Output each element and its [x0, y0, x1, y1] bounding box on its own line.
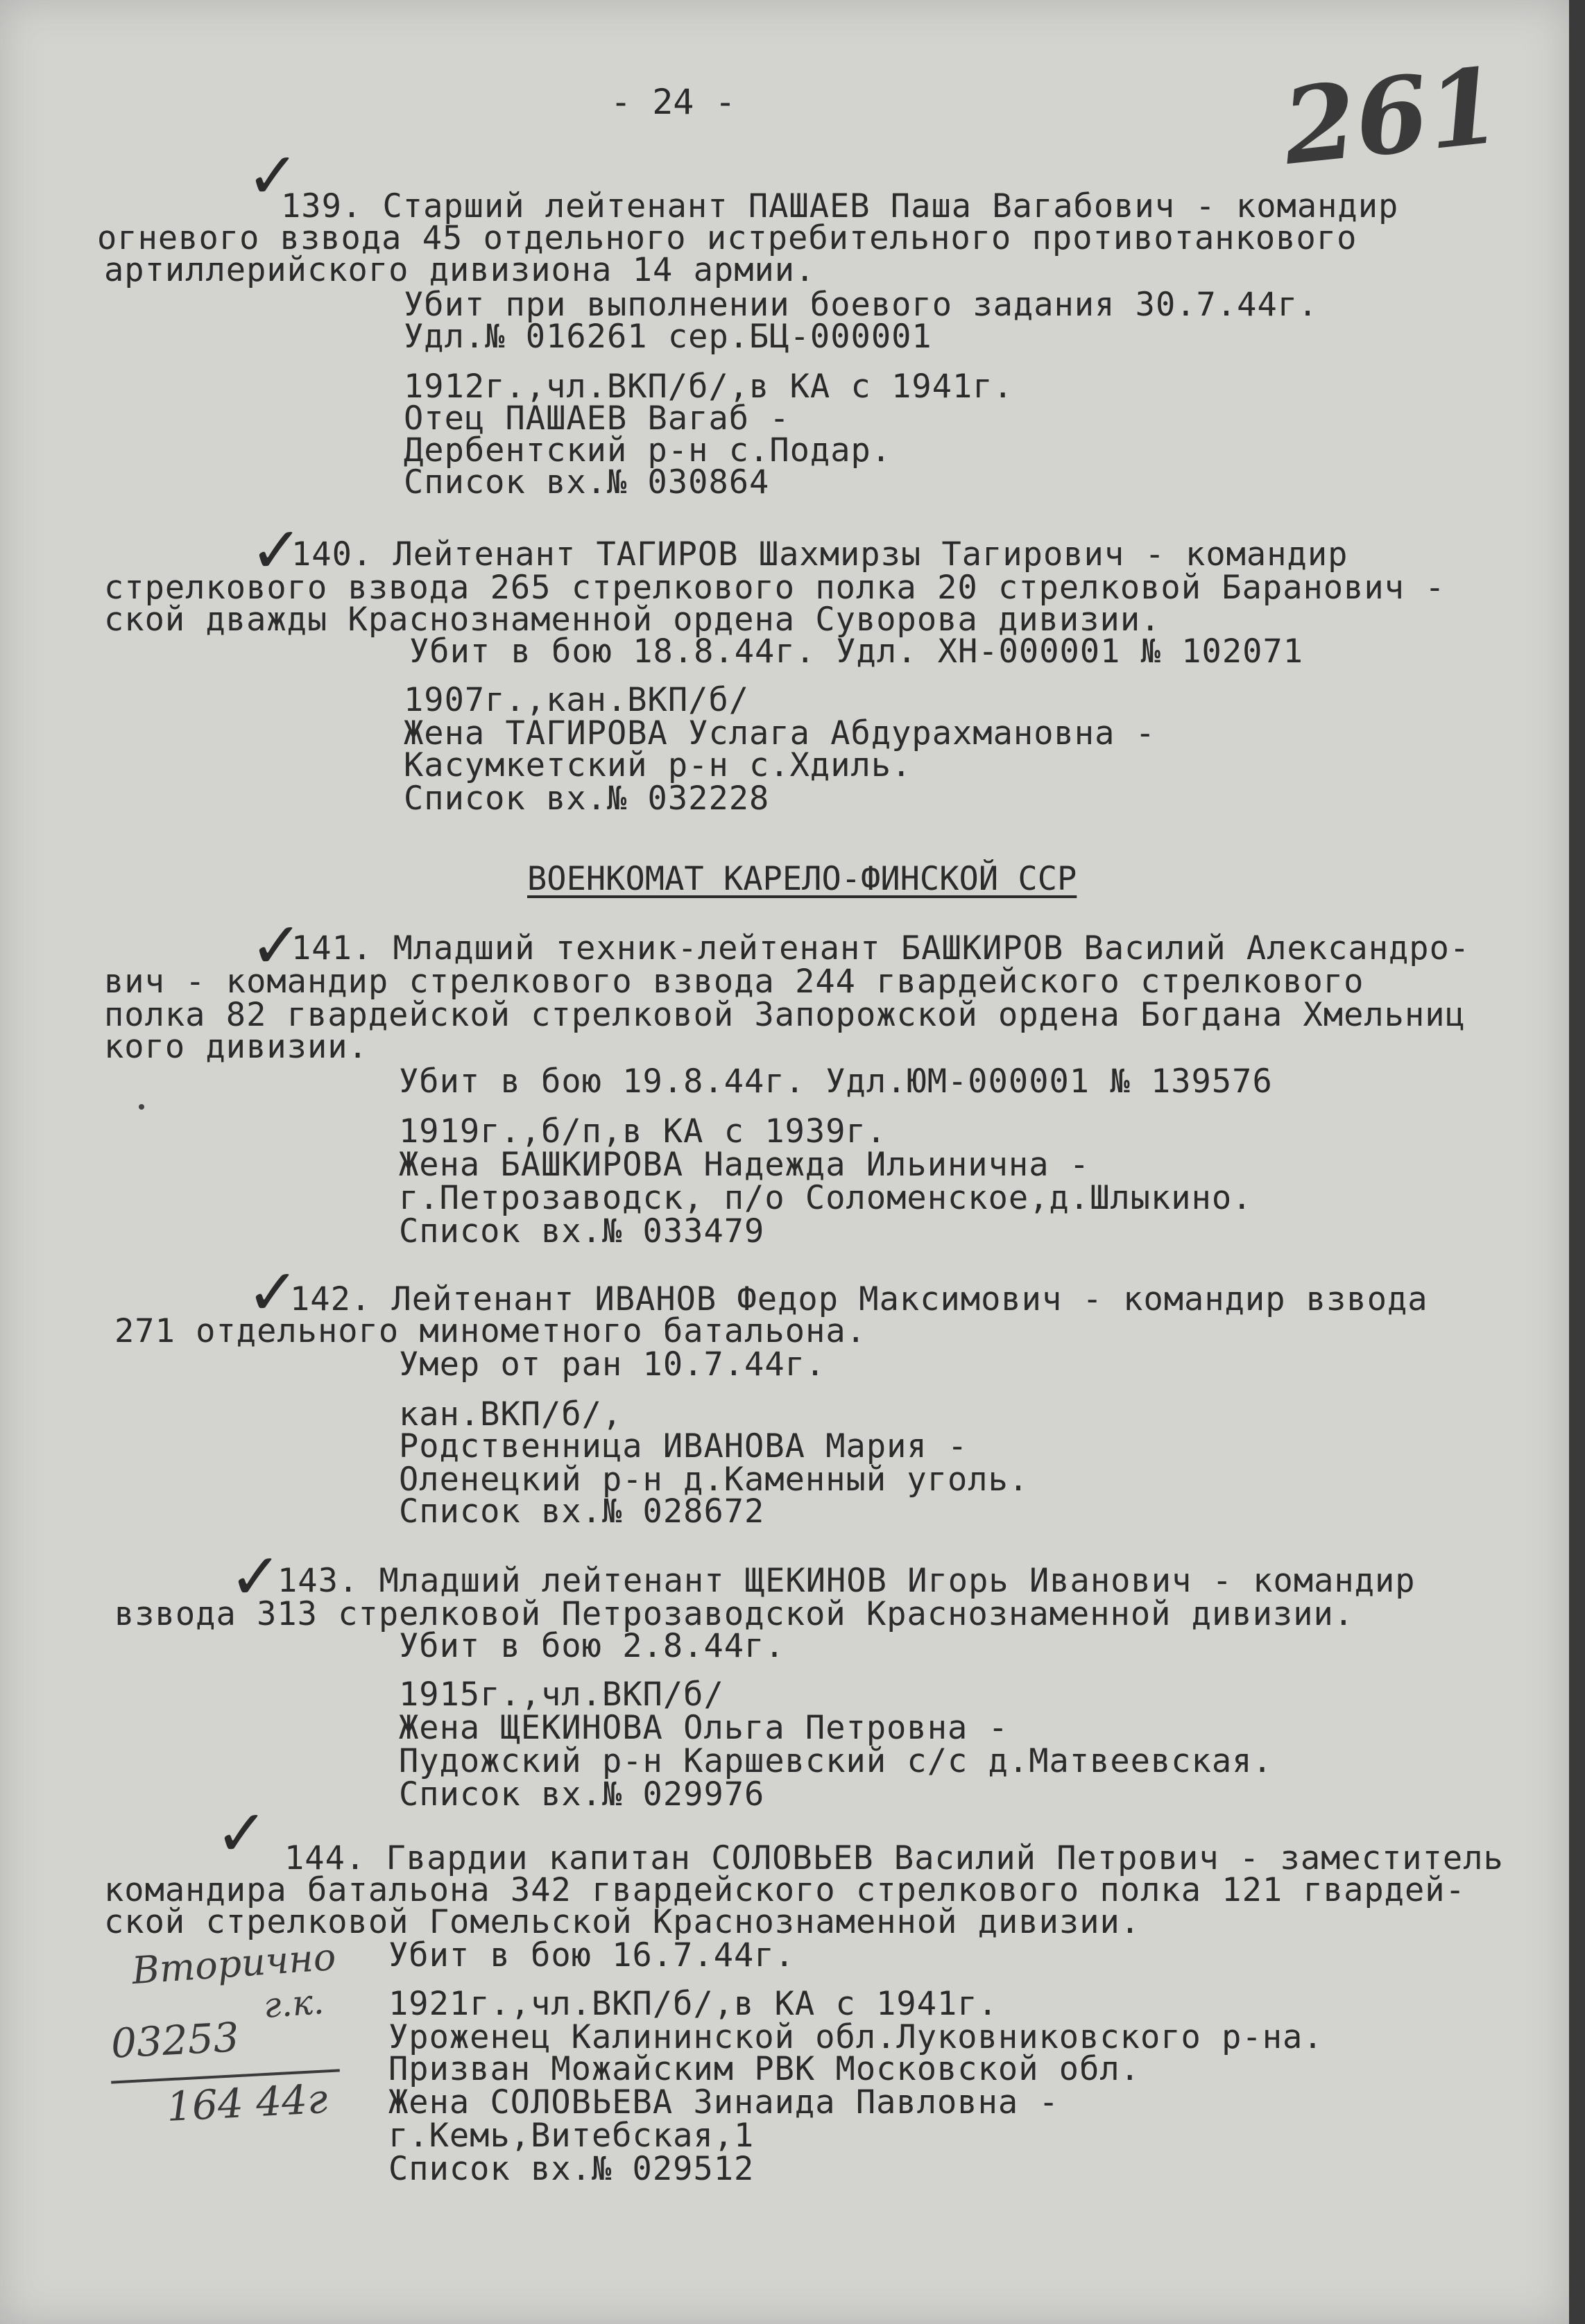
- scan-edge: [1569, 0, 1585, 2324]
- entry-141-line: Убит в бою 19.8.44г. Удл.ЮМ-000001 № 139576: [399, 1062, 1273, 1101]
- entry-140-line: Убит в бою 18.8.44г. Удл. ХН-000001 № 102071: [409, 632, 1304, 671]
- entry-140-line: Жена ТАГИРОВА Услага Абдурахмановна -: [404, 714, 1156, 752]
- archive-stamp-number: 261: [1277, 44, 1507, 189]
- entry-143-line: Убит в бою 2.8.44г.: [399, 1627, 785, 1665]
- check-mark: ✓: [246, 139, 300, 213]
- entry-142-line: Умер от ран 10.7.44г.: [399, 1345, 826, 1384]
- entry-144-line: Список вх.№ 029512: [388, 2150, 755, 2188]
- entry-143-line: взвода 313 стрелковой Петрозаводской Краснознаменной дивизии.: [114, 1595, 1355, 1633]
- entry-141-line: вич - командир стрелкового взвода 244 гвардейского стрелкового: [104, 963, 1364, 1001]
- entry-144-line: 1921г.,чл.ВКП/б/,в КА с 1941г.: [388, 1985, 998, 2023]
- entry-139-line: Убит при выполнении боевого задания 30.7.44г.: [404, 286, 1319, 324]
- entry-141-line: полка 82 гвардейской стрелковой Запорожской ордена Богдана Хмельниц: [104, 996, 1466, 1034]
- entry-142-line: Родственница ИВАНОВА Мария -: [399, 1427, 968, 1465]
- entry-143-line: Пудожский р-н Каршевский с/с д.Матвеевская.: [399, 1742, 1273, 1780]
- entry-144-line: Уроженец Калининской обл.Луковниковского р-на.: [388, 2018, 1323, 2056]
- entry-141-line: 141. Младший техник-лейтенант БАШКИРОВ Василий Александро-: [291, 929, 1471, 967]
- entry-140-line: ской дважды Краснознаменной ордена Суворова дивизии.: [104, 601, 1161, 639]
- entry-140-line: 1907г.,кан.ВКП/б/: [404, 681, 750, 719]
- entry-140-line: 140. Лейтенант ТАГИРОВ Шахмирзы Тагирович - командир: [291, 535, 1348, 574]
- entry-142-line: Список вх.№ 028672: [399, 1492, 765, 1531]
- entry-139-line: Список вх.№ 030864: [404, 463, 770, 501]
- handwritten-note: г.к.: [262, 1981, 325, 2026]
- page-number: - 24 -: [610, 82, 736, 122]
- check-mark: ✓: [215, 1796, 269, 1870]
- entry-142-line: 142. Лейтенант ИВАНОВ Федор Максимович - командир взвода: [290, 1280, 1428, 1318]
- entry-140-line: Касумкетский р-н с.Хдиль.: [404, 746, 912, 784]
- entry-144-line: Призван Можайским РВК Московской обл.: [388, 2050, 1140, 2088]
- entry-139-line: Отец ПАШАЕВ Вагаб -: [404, 399, 790, 438]
- entry-139-line: Дербентский р-н с.Подар.: [404, 431, 892, 470]
- entry-141-line: Жена БАШКИРОВА Надежда Ильинична -: [399, 1146, 1090, 1184]
- entry-139-line: артиллерийского дивизиона 14 армии.: [104, 251, 816, 289]
- entry-141-line: 1919г.,б/п,в КА с 1939г.: [399, 1112, 887, 1151]
- entry-139-line: 1912г.,чл.ВКП/б/,в КА с 1941г.: [404, 368, 1013, 406]
- ink-dot: [139, 1104, 144, 1110]
- check-mark: ✓: [250, 909, 304, 983]
- entry-144-line: Убит в бою 16.7.44г.: [388, 1936, 795, 1974]
- handwritten-note: 03253: [110, 2013, 241, 2067]
- entry-140-line: стрелкового взвода 265 стрелкового полка 20 стрелковой Баранович -: [104, 569, 1446, 607]
- entry-139-line: 139. Старший лейтенант ПАШАЕВ Паша Вагабович - командир: [281, 187, 1399, 225]
- entry-143-line: Список вх.№ 029976: [399, 1775, 765, 1814]
- entry-143-line: 1915г.,чл.ВКП/б/: [399, 1676, 724, 1714]
- entry-143-line: 143. Младший лейтенант ЩЕКИНОВ Игорь Иванович - командир: [277, 1562, 1416, 1600]
- entry-144-line: ской стрелковой Гомельской Краснознаменной дивизии.: [104, 1903, 1141, 1941]
- entry-144-line: командира батальона 342 гвардейского стрелкового полка 121 гвардей-: [104, 1871, 1466, 1909]
- entry-139-line: огневого взвода 45 отдельного истребительного противотанкового: [97, 219, 1357, 257]
- check-mark: ✓: [229, 1540, 283, 1614]
- section-title: ВОЕНКОМАТ КАРЕЛО-ФИНСКОЙ ССР: [527, 860, 1077, 898]
- handwritten-note: 164 44г: [165, 2074, 329, 2131]
- entry-143-line: Жена ЩЕКИНОВА Ольга Петровна -: [399, 1709, 1009, 1747]
- entry-140-line: Список вх.№ 032228: [404, 780, 770, 818]
- entry-144-line: Жена СОЛОВЬЕВА Зинаида Павловна -: [388, 2083, 1059, 2121]
- check-mark: ✓: [246, 1255, 300, 1329]
- entry-141-line: Список вх.№ 033479: [399, 1212, 765, 1250]
- entry-141-line: г.Петрозаводск, п/о Соломенское,д.Шлыкино.: [399, 1179, 1253, 1217]
- handwritten-note: Вторично: [130, 1934, 338, 1993]
- entry-142-line: Оленецкий р-н д.Каменный уголь.: [399, 1461, 1029, 1499]
- entry-141-line: кого дивизии.: [104, 1028, 368, 1066]
- entry-142-line: кан.ВКП/б/,: [399, 1395, 623, 1434]
- entry-144-line: 144. Гвардии капитан СОЛОВЬЕВ Василий Петрович - заместитель: [284, 1839, 1504, 1877]
- check-mark: ✓: [250, 513, 304, 587]
- entry-144-line: г.Кемь,Витебская,1: [388, 2117, 755, 2155]
- entry-139-line: Удл.№ 016261 сер.БЦ-000001: [404, 318, 932, 356]
- entry-142-line: 271 отдельного минометного батальона.: [114, 1312, 866, 1350]
